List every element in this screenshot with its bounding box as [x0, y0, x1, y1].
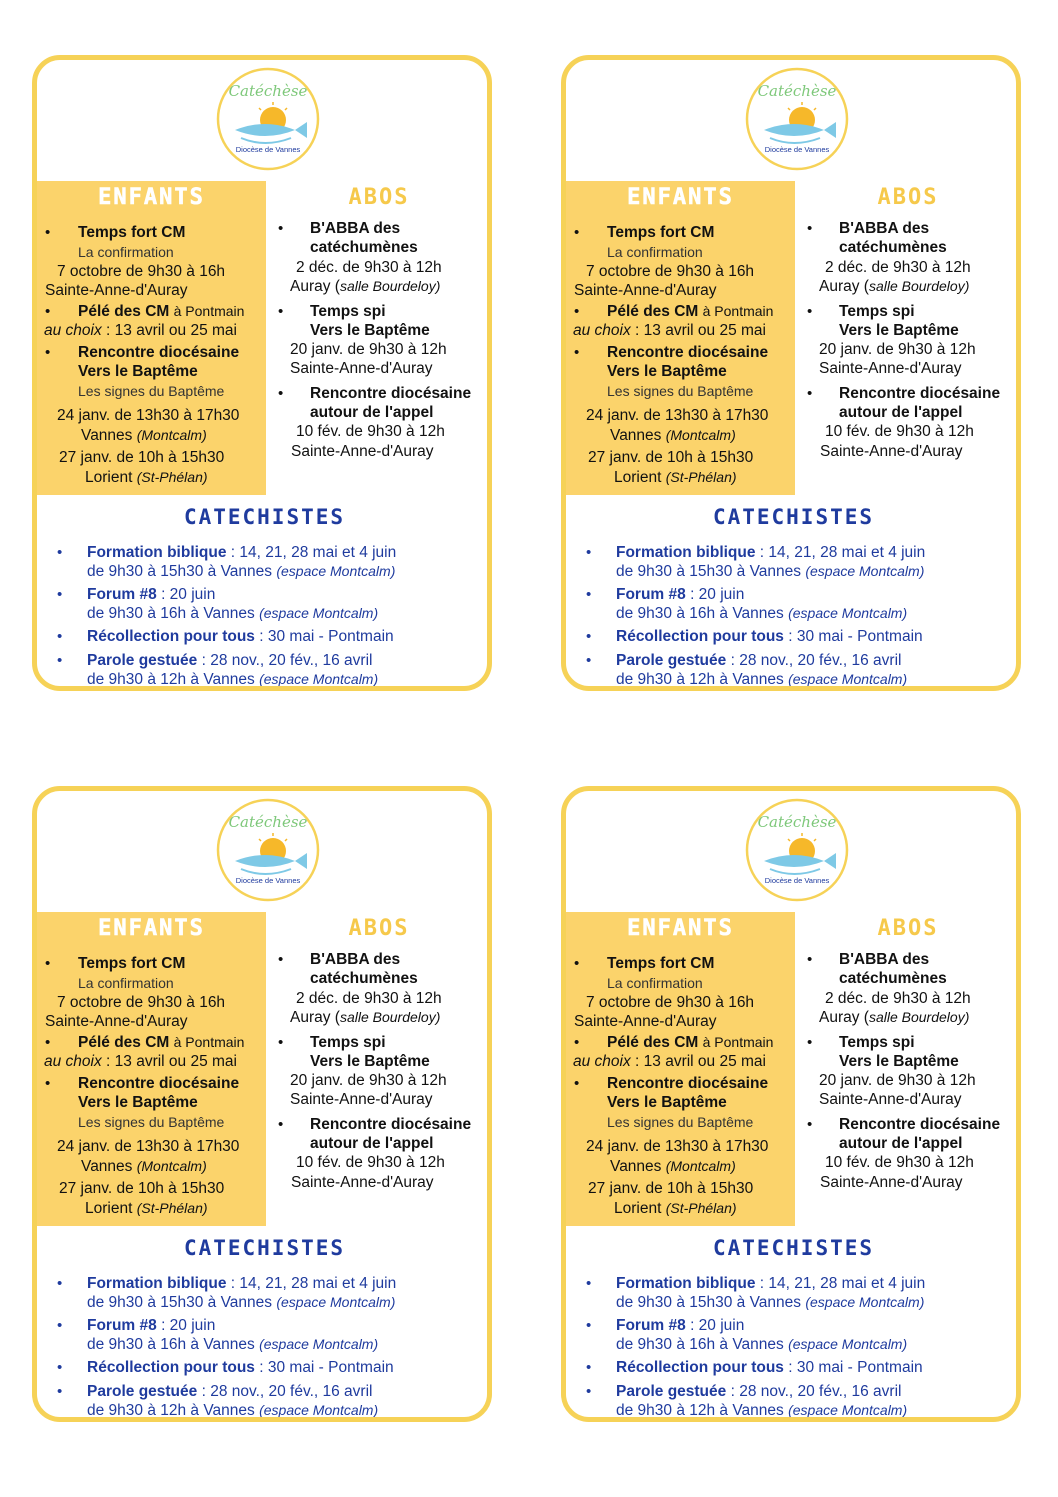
logo-subtitle: Diocèse de Vannes — [235, 145, 301, 154]
ados-item-title: autour de l'appel — [310, 404, 434, 421]
bullet: • — [278, 385, 284, 402]
enfants-item-choice — [44, 321, 237, 340]
enfants-item-title: Vers le Baptême — [78, 1094, 198, 1111]
bullet: • — [586, 1317, 592, 1334]
enfants-item-date: 24 janv. de 13h30 à 17h30 — [586, 407, 769, 424]
enfants-item-title: Rencontre diocésaine — [78, 344, 240, 361]
enfants-item-place — [85, 1199, 208, 1218]
catechistes-item — [87, 627, 394, 646]
catechistes-item-label: Récollection pour tous — [616, 1359, 784, 1376]
catechistes-item-text: : 28 nov., 20 fév., 16 avril — [197, 1383, 373, 1400]
line2: de 9h30 à 16h à Vannes — [87, 605, 260, 622]
place-detail: salle Bourdeloy) — [339, 278, 441, 294]
bullet: • — [807, 220, 813, 237]
enfants-item-place — [81, 1157, 207, 1176]
catechistes-item-line2 — [87, 562, 395, 581]
ados-item-place — [819, 277, 969, 296]
ados-item-date: 2 déc. de 9h30 à 12h — [296, 990, 442, 1007]
bullet: • — [807, 951, 813, 968]
ados-item-title: catéchumènes — [839, 239, 947, 256]
place: Auray ( — [290, 278, 340, 295]
catechistes-title: CATECHISTES — [712, 1236, 875, 1260]
enfants-item-place — [610, 426, 736, 445]
line2: de 9h30 à 15h30 à Vannes — [616, 563, 806, 580]
ados-item-title: Temps spi — [839, 1034, 915, 1051]
catechistes-title: CATECHISTES — [183, 1236, 346, 1260]
line2: de 9h30 à 15h30 à Vannes — [616, 1294, 806, 1311]
place-detail: (Montcalm) — [136, 427, 207, 443]
line2-detail: (espace Montcalm) — [259, 1336, 379, 1352]
catechistes-item-line2 — [616, 562, 924, 581]
bullet: • — [574, 955, 580, 972]
choice-text: : 13 avril ou 25 mai — [101, 1053, 237, 1070]
catechistes-item-line2 — [616, 1293, 924, 1312]
bullet: • — [57, 544, 63, 561]
place: Lorient — [614, 1200, 662, 1217]
enfants-item-date: 24 janv. de 13h30 à 17h30 — [57, 1138, 240, 1155]
line2-detail: (espace Montcalm) — [259, 671, 379, 687]
enfants-item-date: 7 octobre de 9h30 à 16h — [586, 263, 755, 280]
bullet: • — [574, 1075, 580, 1092]
line2-detail: (espace Montcalm) — [788, 1402, 908, 1418]
enfants-item-sub: Les signes du Baptême — [78, 383, 225, 399]
place: Auray ( — [290, 1009, 340, 1026]
line2-detail: (espace Montcalm) — [259, 1402, 379, 1418]
place-detail: salle Bourdeloy) — [868, 1009, 970, 1025]
bullet: • — [586, 652, 592, 669]
bullet: • — [574, 344, 580, 361]
line2-detail: (espace Montcalm) — [276, 1294, 396, 1310]
bullet: • — [586, 1383, 592, 1400]
enfants-item-place — [614, 1199, 737, 1218]
enfants-item-title: Temps fort CM — [78, 955, 186, 972]
enfants-item-place — [614, 468, 737, 487]
enfants-item-choice — [573, 1052, 766, 1071]
catechistes-title: CATECHISTES — [183, 505, 346, 529]
place: Vannes — [610, 1158, 662, 1175]
catechistes-item-text: : 14, 21, 28 mai et 4 juin — [755, 1275, 926, 1292]
bullet: • — [278, 303, 284, 320]
bullet: • — [57, 652, 63, 669]
line2: de 9h30 à 15h30 à Vannes — [87, 563, 277, 580]
catechistes-item-label: Parole gestuée — [87, 1383, 198, 1400]
catechistes-item-label: Parole gestuée — [616, 652, 727, 669]
enfants-item-place: Sainte-Anne-d'Auray — [45, 1013, 188, 1030]
enfants-item-date: 24 janv. de 13h30 à 17h30 — [57, 407, 240, 424]
catechistes-item-label: Récollection pour tous — [616, 628, 784, 645]
ados-item-date: 10 fév. de 9h30 à 12h — [296, 423, 445, 440]
catechistes-item-line2 — [87, 670, 378, 689]
line2-detail: (espace Montcalm) — [788, 1336, 908, 1352]
catechese-logo — [744, 797, 850, 903]
choice-label: au choix — [44, 1053, 102, 1070]
choice-label: au choix — [573, 322, 631, 339]
catechistes-item-text: : 28 nov., 20 fév., 16 avril — [197, 652, 373, 669]
catechistes-item-label: Parole gestuée — [87, 652, 198, 669]
catechistes-item — [87, 585, 215, 604]
ados-item-title: Vers le Baptême — [839, 1053, 959, 1070]
enfants-item-sub: Les signes du Baptême — [607, 383, 754, 399]
catechistes-item — [87, 651, 372, 670]
enfants-item-title: Temps fort CM — [78, 224, 186, 241]
catechistes-item-line2 — [87, 604, 378, 623]
catechistes-item-text: : 20 juin — [685, 1317, 745, 1334]
catechistes-item-text: : 30 mai - Pontmain — [254, 1359, 394, 1376]
ados-item-place: Sainte-Anne-d'Auray — [819, 360, 962, 377]
catechistes-item — [616, 1316, 744, 1335]
enfants-item-sub: Les signes du Baptême — [78, 1114, 225, 1130]
ados-item-place — [819, 1008, 969, 1027]
ados-item-place: Sainte-Anne-d'Auray — [291, 1174, 434, 1191]
catechistes-item-label: Récollection pour tous — [87, 628, 255, 645]
catechistes-item — [616, 585, 744, 604]
ados-item-date: 2 déc. de 9h30 à 12h — [825, 259, 971, 276]
enfants-item-title: Pélé des CM — [607, 303, 699, 320]
enfants-title: ENFANTS — [98, 185, 205, 210]
bullet: • — [45, 1075, 51, 1092]
ados-item-title: catéchumènes — [310, 970, 418, 987]
enfants-item-title: Rencontre diocésaine — [607, 1075, 769, 1092]
catechistes-item-label: Forum #8 — [616, 586, 686, 603]
ados-title: ABOS — [348, 916, 410, 941]
enfants-item-sub: Les signes du Baptême — [607, 1114, 754, 1130]
enfants-item-place: Sainte-Anne-d'Auray — [574, 282, 717, 299]
enfants-item-title: Pélé des CM — [607, 1034, 699, 1051]
catechistes-item-text: : 28 nov., 20 fév., 16 avril — [726, 652, 902, 669]
catechistes-item — [87, 543, 396, 562]
catechistes-item-text: : 14, 21, 28 mai et 4 juin — [755, 544, 926, 561]
enfants-item-place — [85, 468, 208, 487]
ados-item-place: Sainte-Anne-d'Auray — [290, 1091, 433, 1108]
bullet: • — [57, 1359, 63, 1376]
catechese-logo — [215, 66, 321, 172]
flyer-card — [561, 55, 1021, 691]
ados-item-place — [290, 277, 440, 296]
catechistes-item — [87, 1316, 215, 1335]
ados-item-title: Temps spi — [310, 303, 386, 320]
place-detail: (Montcalm) — [665, 1158, 736, 1174]
enfants-item-title-row — [607, 1033, 773, 1052]
ados-item-title: autour de l'appel — [839, 404, 963, 421]
line2: de 9h30 à 12h à Vannes — [616, 671, 789, 688]
ados-item-title: catéchumènes — [310, 239, 418, 256]
catechistes-item — [616, 627, 923, 646]
ados-item-title: B'ABBA des — [310, 951, 401, 968]
enfants-item-title: Rencontre diocésaine — [78, 1075, 240, 1092]
catechistes-item-label: Formation biblique — [616, 544, 756, 561]
place: Vannes — [610, 427, 662, 444]
line2-detail: (espace Montcalm) — [788, 671, 908, 687]
ados-title: ABOS — [348, 185, 410, 210]
catechistes-item-line2 — [616, 1335, 907, 1354]
enfants-item-suffix: à Pontmain — [173, 303, 245, 319]
enfants-item-title: Pélé des CM — [78, 303, 170, 320]
place: Lorient — [85, 1200, 133, 1217]
choice-text: : 13 avril ou 25 mai — [630, 322, 766, 339]
enfants-item-title: Vers le Baptême — [78, 363, 198, 380]
place-detail: (St-Phélan) — [136, 469, 208, 485]
enfants-item-date: 24 janv. de 13h30 à 17h30 — [586, 1138, 769, 1155]
catechistes-item — [616, 1274, 925, 1293]
place-detail: salle Bourdeloy) — [339, 1009, 441, 1025]
ados-item-title: Vers le Baptême — [310, 1053, 430, 1070]
catechistes-item-line2 — [616, 1401, 907, 1420]
catechistes-item — [87, 1382, 372, 1401]
ados-item-title: Temps spi — [839, 303, 915, 320]
catechistes-item-line2 — [87, 1401, 378, 1420]
line2-detail: (espace Montcalm) — [259, 605, 379, 621]
enfants-item-place — [610, 1157, 736, 1176]
ados-item-place: Sainte-Anne-d'Auray — [819, 1091, 962, 1108]
place-detail: salle Bourdeloy) — [868, 278, 970, 294]
catechistes-item — [87, 1274, 396, 1293]
bullet: • — [278, 1034, 284, 1051]
logo-subtitle: Diocèse de Vannes — [764, 145, 830, 154]
enfants-item-title: Temps fort CM — [607, 955, 715, 972]
bullet: • — [57, 1275, 63, 1292]
catechistes-item-label: Formation biblique — [616, 1275, 756, 1292]
place-detail: (Montcalm) — [136, 1158, 207, 1174]
place-detail: (St-Phélan) — [136, 1200, 208, 1216]
ados-item-place — [290, 1008, 440, 1027]
bullet: • — [57, 586, 63, 603]
place: Auray ( — [819, 278, 869, 295]
catechistes-item-text: : 20 juin — [685, 586, 745, 603]
ados-item-title: autour de l'appel — [310, 1135, 434, 1152]
ados-item-date: 20 janv. de 9h30 à 12h — [819, 341, 976, 358]
bullet: • — [586, 628, 592, 645]
bullet: • — [807, 385, 813, 402]
ados-item-title: Rencontre diocésaine — [839, 1116, 1001, 1133]
ados-item-place: Sainte-Anne-d'Auray — [290, 360, 433, 377]
catechistes-item-text: : 30 mai - Pontmain — [783, 628, 923, 645]
catechistes-item-text: : 28 nov., 20 fév., 16 avril — [726, 1383, 902, 1400]
enfants-item-date: 27 janv. de 10h à 15h30 — [59, 1180, 225, 1197]
enfants-item-date: 27 janv. de 10h à 15h30 — [59, 449, 225, 466]
enfants-item-suffix: à Pontmain — [173, 1034, 245, 1050]
line2: de 9h30 à 12h à Vannes — [87, 1402, 260, 1419]
bullet: • — [278, 1116, 284, 1133]
place: Lorient — [614, 469, 662, 486]
catechistes-item-text: : 30 mai - Pontmain — [783, 1359, 923, 1376]
enfants-item-title-row — [607, 302, 773, 321]
catechistes-item-text: : 20 juin — [156, 1317, 216, 1334]
choice-label: au choix — [573, 1053, 631, 1070]
catechistes-item — [616, 1382, 901, 1401]
bullet: • — [45, 955, 51, 972]
catechistes-item-line2 — [616, 604, 907, 623]
line2: de 9h30 à 15h30 à Vannes — [87, 1294, 277, 1311]
bullet: • — [574, 1034, 580, 1051]
ados-item-title: autour de l'appel — [839, 1135, 963, 1152]
flyer-card — [561, 786, 1021, 1422]
enfants-item-place: Sainte-Anne-d'Auray — [45, 282, 188, 299]
enfants-item-title: Vers le Baptême — [607, 363, 727, 380]
ados-item-date: 2 déc. de 9h30 à 12h — [296, 259, 442, 276]
enfants-item-choice — [573, 321, 766, 340]
place: Vannes — [81, 427, 133, 444]
enfants-title: ENFANTS — [627, 185, 734, 210]
bullet: • — [574, 224, 580, 241]
ados-title: ABOS — [877, 185, 939, 210]
ados-item-title: Rencontre diocésaine — [310, 385, 472, 402]
logo-subtitle: Diocèse de Vannes — [235, 876, 301, 885]
catechistes-item — [616, 543, 925, 562]
enfants-item-date: 7 octobre de 9h30 à 16h — [57, 263, 226, 280]
bullet: • — [807, 1116, 813, 1133]
bullet: • — [57, 628, 63, 645]
bullet: • — [807, 303, 813, 320]
enfants-item-sub: La confirmation — [78, 244, 174, 260]
ados-item-date: 10 fév. de 9h30 à 12h — [296, 1154, 445, 1171]
ados-item-title: B'ABBA des — [839, 951, 930, 968]
bullet: • — [57, 1383, 63, 1400]
catechistes-item-label: Forum #8 — [87, 586, 157, 603]
enfants-item-sub: La confirmation — [607, 975, 703, 991]
enfants-title: ENFANTS — [98, 916, 205, 941]
line2-detail: (espace Montcalm) — [805, 1294, 925, 1310]
bullet: • — [586, 1275, 592, 1292]
bullet: • — [574, 303, 580, 320]
enfants-item-title-row — [78, 1033, 244, 1052]
logo-title: Catéchèse — [757, 813, 837, 831]
logo-title: Catéchèse — [228, 82, 308, 100]
flyer-card — [32, 786, 492, 1422]
ados-item-place: Sainte-Anne-d'Auray — [820, 443, 963, 460]
catechistes-item — [616, 1358, 923, 1377]
catechistes-item — [616, 651, 901, 670]
place: Vannes — [81, 1158, 133, 1175]
enfants-item-date: 27 janv. de 10h à 15h30 — [588, 449, 754, 466]
catechistes-item-line2 — [616, 670, 907, 689]
bullet: • — [45, 344, 51, 361]
catechese-logo — [215, 797, 321, 903]
catechistes-item-label: Forum #8 — [616, 1317, 686, 1334]
catechistes-item-label: Récollection pour tous — [87, 1359, 255, 1376]
ados-item-date: 20 janv. de 9h30 à 12h — [819, 1072, 976, 1089]
ados-item-title: Temps spi — [310, 1034, 386, 1051]
enfants-item-title: Vers le Baptême — [607, 1094, 727, 1111]
catechistes-item-label: Forum #8 — [87, 1317, 157, 1334]
catechese-logo — [744, 66, 850, 172]
place: Auray ( — [819, 1009, 869, 1026]
bullet: • — [807, 1034, 813, 1051]
ados-item-date: 20 janv. de 9h30 à 12h — [290, 341, 447, 358]
choice-text: : 13 avril ou 25 mai — [101, 322, 237, 339]
line2: de 9h30 à 12h à Vannes — [616, 1402, 789, 1419]
bullet: • — [278, 220, 284, 237]
ados-item-date: 10 fév. de 9h30 à 12h — [825, 423, 974, 440]
logo-title: Catéchèse — [228, 813, 308, 831]
ados-item-place: Sainte-Anne-d'Auray — [291, 443, 434, 460]
place-detail: (St-Phélan) — [665, 1200, 737, 1216]
choice-text: : 13 avril ou 25 mai — [630, 1053, 766, 1070]
ados-item-title: catéchumènes — [839, 970, 947, 987]
enfants-item-date: 7 octobre de 9h30 à 16h — [57, 994, 226, 1011]
catechistes-item-text: : 30 mai - Pontmain — [254, 628, 394, 645]
catechistes-item-text: : 14, 21, 28 mai et 4 juin — [226, 1275, 397, 1292]
ados-item-date: 2 déc. de 9h30 à 12h — [825, 990, 971, 1007]
ados-item-title: Vers le Baptême — [310, 322, 430, 339]
enfants-item-suffix: à Pontmain — [702, 303, 774, 319]
bullet: • — [45, 224, 51, 241]
ados-item-title: B'ABBA des — [310, 220, 401, 237]
line2: de 9h30 à 16h à Vannes — [616, 605, 789, 622]
catechistes-item-text: : 20 juin — [156, 586, 216, 603]
enfants-item-choice — [44, 1052, 237, 1071]
bullet: • — [586, 544, 592, 561]
enfants-item-sub: La confirmation — [607, 244, 703, 260]
enfants-item-date: 27 janv. de 10h à 15h30 — [588, 1180, 754, 1197]
logo-subtitle: Diocèse de Vannes — [764, 876, 830, 885]
catechistes-title: CATECHISTES — [712, 505, 875, 529]
logo-title: Catéchèse — [757, 82, 837, 100]
enfants-item-date: 7 octobre de 9h30 à 16h — [586, 994, 755, 1011]
enfants-item-place: Sainte-Anne-d'Auray — [574, 1013, 717, 1030]
ados-item-title: Rencontre diocésaine — [839, 385, 1001, 402]
enfants-item-title: Pélé des CM — [78, 1034, 170, 1051]
line2: de 9h30 à 16h à Vannes — [87, 1336, 260, 1353]
bullet: • — [45, 1034, 51, 1051]
line2-detail: (espace Montcalm) — [276, 563, 396, 579]
catechistes-item-label: Formation biblique — [87, 1275, 227, 1292]
enfants-item-suffix: à Pontmain — [702, 1034, 774, 1050]
enfants-title: ENFANTS — [627, 916, 734, 941]
enfants-item-title: Temps fort CM — [607, 224, 715, 241]
line2-detail: (espace Montcalm) — [805, 563, 925, 579]
bullet: • — [57, 1317, 63, 1334]
enfants-item-title: Rencontre diocésaine — [607, 344, 769, 361]
ados-item-title: Vers le Baptême — [839, 322, 959, 339]
choice-label: au choix — [44, 322, 102, 339]
ados-item-date: 20 janv. de 9h30 à 12h — [290, 1072, 447, 1089]
line2-detail: (espace Montcalm) — [788, 605, 908, 621]
enfants-item-title-row — [78, 302, 244, 321]
ados-item-place: Sainte-Anne-d'Auray — [820, 1174, 963, 1191]
catechistes-item-text: : 14, 21, 28 mai et 4 juin — [226, 544, 397, 561]
catechistes-item-label: Parole gestuée — [616, 1383, 727, 1400]
ados-item-date: 10 fév. de 9h30 à 12h — [825, 1154, 974, 1171]
place-detail: (St-Phélan) — [665, 469, 737, 485]
place: Lorient — [85, 469, 133, 486]
line2: de 9h30 à 16h à Vannes — [616, 1336, 789, 1353]
bullet: • — [278, 951, 284, 968]
ados-item-title: Rencontre diocésaine — [310, 1116, 472, 1133]
bullet: • — [586, 1359, 592, 1376]
line2: de 9h30 à 12h à Vannes — [87, 671, 260, 688]
catechistes-item-label: Formation biblique — [87, 544, 227, 561]
catechistes-item — [87, 1358, 394, 1377]
bullet: • — [586, 586, 592, 603]
flyer-card — [32, 55, 492, 691]
catechistes-item-line2 — [87, 1335, 378, 1354]
place-detail: (Montcalm) — [665, 427, 736, 443]
ados-title: ABOS — [877, 916, 939, 941]
enfants-item-sub: La confirmation — [78, 975, 174, 991]
enfants-item-place — [81, 426, 207, 445]
catechistes-item-line2 — [87, 1293, 395, 1312]
ados-item-title: B'ABBA des — [839, 220, 930, 237]
bullet: • — [45, 303, 51, 320]
